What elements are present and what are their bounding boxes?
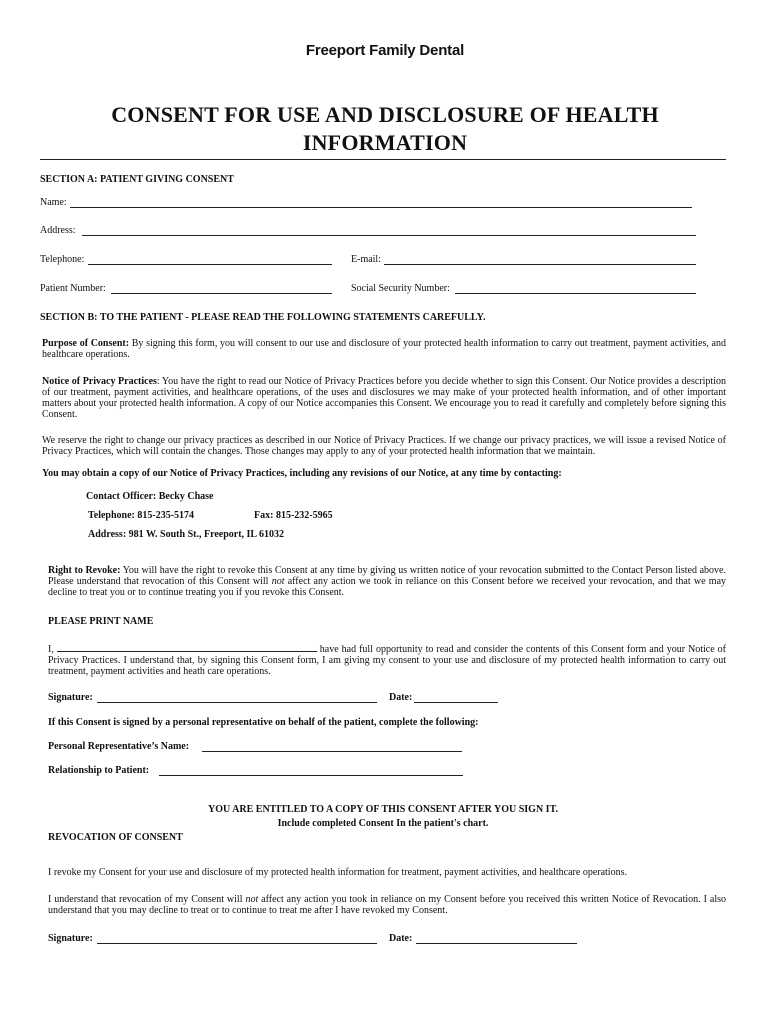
purpose-label: Purpose of Consent: — [42, 338, 130, 349]
form-title: CONSENT FOR USE AND DISCLOSURE OF HEALTH INFORMATION — [111, 102, 659, 155]
entitled-line-2: Include completed Consent In the patient's chart. — [277, 818, 489, 829]
rep-name-field[interactable] — [202, 751, 462, 752]
notice-label: Notice of Privacy Practices — [42, 376, 157, 387]
revocation-heading: REVOCATION OF CONSENT — [48, 832, 183, 843]
name-label: Name: — [40, 197, 67, 208]
revoke-paragraph — [48, 565, 726, 598]
statement-paragraph — [48, 643, 726, 677]
revocation-date-label: Date: — [389, 933, 413, 944]
notice-text: : You have the right to read our Notice of Privacy Practices before you decide whether to sign this Consent. Our Notice provides a description of our treatment, payment activities, and healthcare operations, of the uses and disclosures we may make of your protected health information, and of other important matters about your protected health information. A copy of our Notice accompanies this Consent. We encourage you to read it carefully and completely before signing this Consent. — [42, 376, 726, 420]
signature-field[interactable] — [97, 702, 377, 703]
revocation-text-2a: I understand that revocation of my Consent will — [48, 894, 246, 905]
reserve-paragraph: We reserve the right to change our privacy practices as described in our Notice of Privacy Practices. If we change our privacy practices, we will issue a revised Notice of Privacy Practices, which will contain the changes. Those changes may apply to any of your protected health information that we maintain. — [42, 435, 726, 457]
revoke-text-1: You will have the right to revoke this Consent at any time by giving us written notice of your revocation submitted to the Contact Person listed above. Please understand that revocation of this Consent will — [48, 565, 726, 587]
ssn-label: Social Security Number: — [351, 283, 450, 294]
revoke-not: not — [271, 576, 285, 587]
patient-number-field[interactable] — [111, 293, 332, 294]
revocation-date-field[interactable] — [416, 943, 577, 944]
date-label: Date: — [389, 692, 413, 703]
contact-fax: Fax: 815-232-5965 — [254, 510, 333, 521]
contact-officer: Contact Officer: Becky Chase — [86, 491, 214, 502]
statement-text: have had full opportunity to read and consider the contents of this Consent form and your Notice of Privacy Practices. I understand that, by signing this Consent form, I am giving my consent to your use and disclosure of my protected health information to carry out treatment, payment activities and heath care operations. — [48, 644, 726, 677]
purpose-paragraph — [42, 338, 726, 360]
date-field[interactable] — [414, 702, 498, 703]
section-a-heading: SECTION A: PATIENT GIVING CONSENT — [40, 174, 234, 185]
purpose-text: By signing this form, you will consent to our use and disclosure of your protected health information to carry out treatment, payment activities, and healthcare operations. — [42, 338, 726, 360]
revoke-label: Right to Revoke: — [48, 565, 121, 576]
patient-number-label: Patient Number: — [40, 283, 106, 294]
statement-prefix: I, — [48, 644, 57, 655]
contact-address: Address: 981 W. South St., Freeport, IL 61032 — [88, 529, 285, 540]
relationship-field[interactable] — [159, 775, 463, 776]
name-field[interactable] — [70, 207, 692, 208]
revocation-not: not — [245, 894, 259, 905]
email-label: E-mail: — [351, 254, 381, 265]
revocation-signature-label: Signature: — [48, 933, 93, 944]
representative-heading: If this Consent is signed by a personal representative on behalf of the patient, complete the following: — [48, 717, 479, 728]
signature-label: Signature: — [48, 692, 93, 703]
rep-name-label: Personal Representative’s Name: — [48, 741, 190, 752]
ssn-field[interactable] — [455, 293, 696, 294]
address-label: Address: — [40, 225, 76, 236]
telephone-label: Telephone: — [40, 254, 85, 265]
revocation-text-2 — [48, 894, 726, 916]
revocation-text-1: I revoke my Consent for your use and disclosure of my protected health information for treatment, payment activities, and healthcare operations. — [48, 867, 627, 878]
obtain-copy-text: You may obtain a copy of our Notice of Privacy Practices, including any revisions of our Notice, at any time by contacting: — [42, 468, 562, 479]
contact-telephone: Telephone: 815-235-5174 — [88, 510, 195, 521]
relationship-label: Relationship to Patient: — [48, 765, 150, 776]
address-field[interactable] — [82, 235, 696, 236]
section-b-heading: SECTION B: TO THE PATIENT - PLEASE READ THE FOLLOWING STATEMENTS CAREFULLY. — [40, 312, 486, 323]
email-field[interactable] — [384, 264, 696, 265]
entitled-notice — [40, 803, 726, 831]
notice-paragraph — [42, 376, 726, 420]
entitled-line-1: YOU ARE ENTITLED TO A COPY OF THIS CONSENT AFTER YOU SIGN IT. — [208, 804, 558, 815]
revoke-text-2: affect any action we took in reliance on this Consent before we received your revocation, and that we may decline to treat you or to continue treating you if you revoke this Consent. — [48, 576, 727, 598]
practice-name: Freeport Family Dental — [305, 42, 465, 59]
print-name-heading: PLEASE PRINT NAME — [48, 616, 154, 627]
revocation-text-2b: affect any action you took in reliance on my Consent before you received this written Notice of Revocation. I also understand that you may decline to treat or to continue to treat me after I have revoked my Consent. — [48, 894, 726, 916]
title-divider — [40, 159, 726, 160]
telephone-field[interactable] — [88, 264, 332, 265]
printed-name-field[interactable] — [57, 643, 317, 652]
revocation-signature-field[interactable] — [97, 943, 377, 944]
